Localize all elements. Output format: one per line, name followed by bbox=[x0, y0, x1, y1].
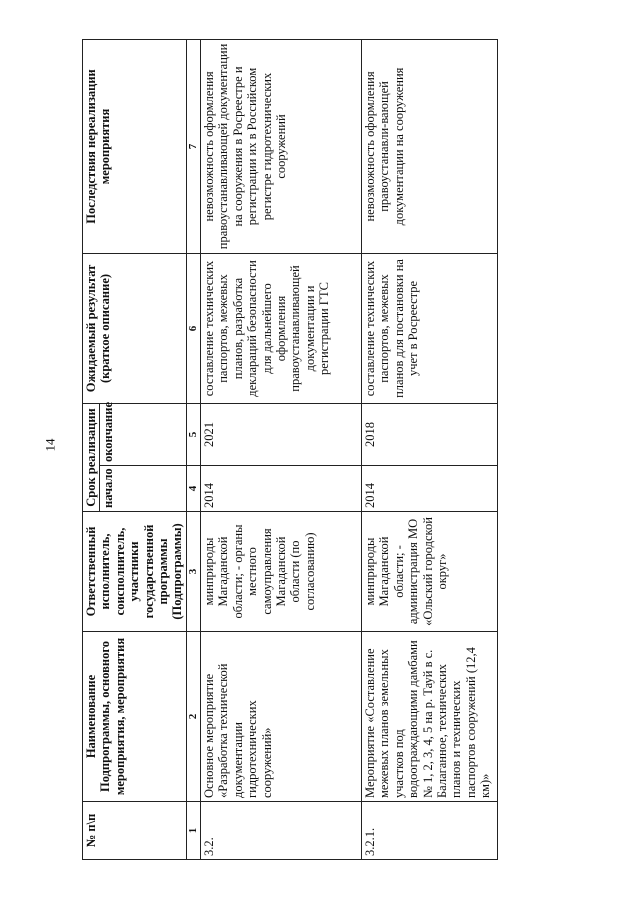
column-number: 1 bbox=[187, 802, 201, 860]
table-row bbox=[201, 39, 362, 859]
column-number: 6 bbox=[187, 253, 201, 403]
rotated-table-container bbox=[82, 40, 627, 860]
header-num: № п\п bbox=[83, 802, 187, 860]
row-start: 2014 bbox=[201, 466, 362, 512]
row-end: 2021 bbox=[201, 403, 362, 465]
column-number: 2 bbox=[187, 632, 201, 802]
row-name: Мероприятие «Составление межевых планов земельных участков под водоограждающими дамбами № 1, 2, 3, 4, 5 на р. Тауй в с. Балаганное, технических планов и технических паспортов сооружений (12,4 км)» bbox=[362, 632, 498, 802]
header-result: Ожидаемый результат (краткое описание) bbox=[83, 253, 187, 403]
row-result: составление технических паспортов, межевых планов, разработка деклараций безопасности для дальнейшего оформления правоустанавливающей документации и регистрации ГТС bbox=[201, 253, 362, 403]
activities-table bbox=[82, 39, 498, 860]
header-start: начало bbox=[100, 466, 187, 512]
column-numbers-row bbox=[187, 39, 201, 859]
header-end: окончание bbox=[100, 403, 187, 465]
row-num: 3.2.1. bbox=[362, 802, 498, 860]
row-num: 3.2. bbox=[201, 802, 362, 860]
row-consequence: невозможность оформления правоустанавли-вающей документации на сооружения bbox=[362, 39, 498, 253]
row-consequence: невозможность оформления правоустанавливающей документации на сооружения в Росреестре и регистрации их в Российском регистре гидротехнических сооружений bbox=[201, 39, 362, 253]
row-end: 2018 bbox=[362, 403, 498, 465]
header-consequence: Последствия нереализации мероприятия bbox=[83, 39, 187, 253]
row-start: 2014 bbox=[362, 466, 498, 512]
row-name: Основное мероприятие «Разработка технической документации гидротехнических сооружений» bbox=[201, 632, 362, 802]
row-result: составление технических паспортов, межевых планов для постановки на учет в Росреестре bbox=[362, 253, 498, 403]
table-row bbox=[362, 39, 498, 859]
column-number: 4 bbox=[187, 466, 201, 512]
header-responsible: Ответственный исполнитель, соисполнитель, участники государственной программы (Подпрограммы) bbox=[83, 512, 187, 632]
row-responsible: минприроды Магаданской области; - администрация МО «Ольский городской округ» bbox=[362, 512, 498, 632]
header-row bbox=[83, 39, 100, 859]
header-term: Срок реализации bbox=[83, 403, 100, 511]
header-name: Наименование Подпрограммы, основного мероприятия, мероприятия bbox=[83, 632, 187, 802]
column-number: 7 bbox=[187, 39, 201, 253]
column-number: 3 bbox=[187, 512, 201, 632]
column-number: 5 bbox=[187, 403, 201, 465]
page-number: 14 bbox=[42, 438, 58, 452]
row-responsible: минприроды Магаданской области; - органы местного самоуправления Магаданской области (по согласованию) bbox=[201, 512, 362, 632]
